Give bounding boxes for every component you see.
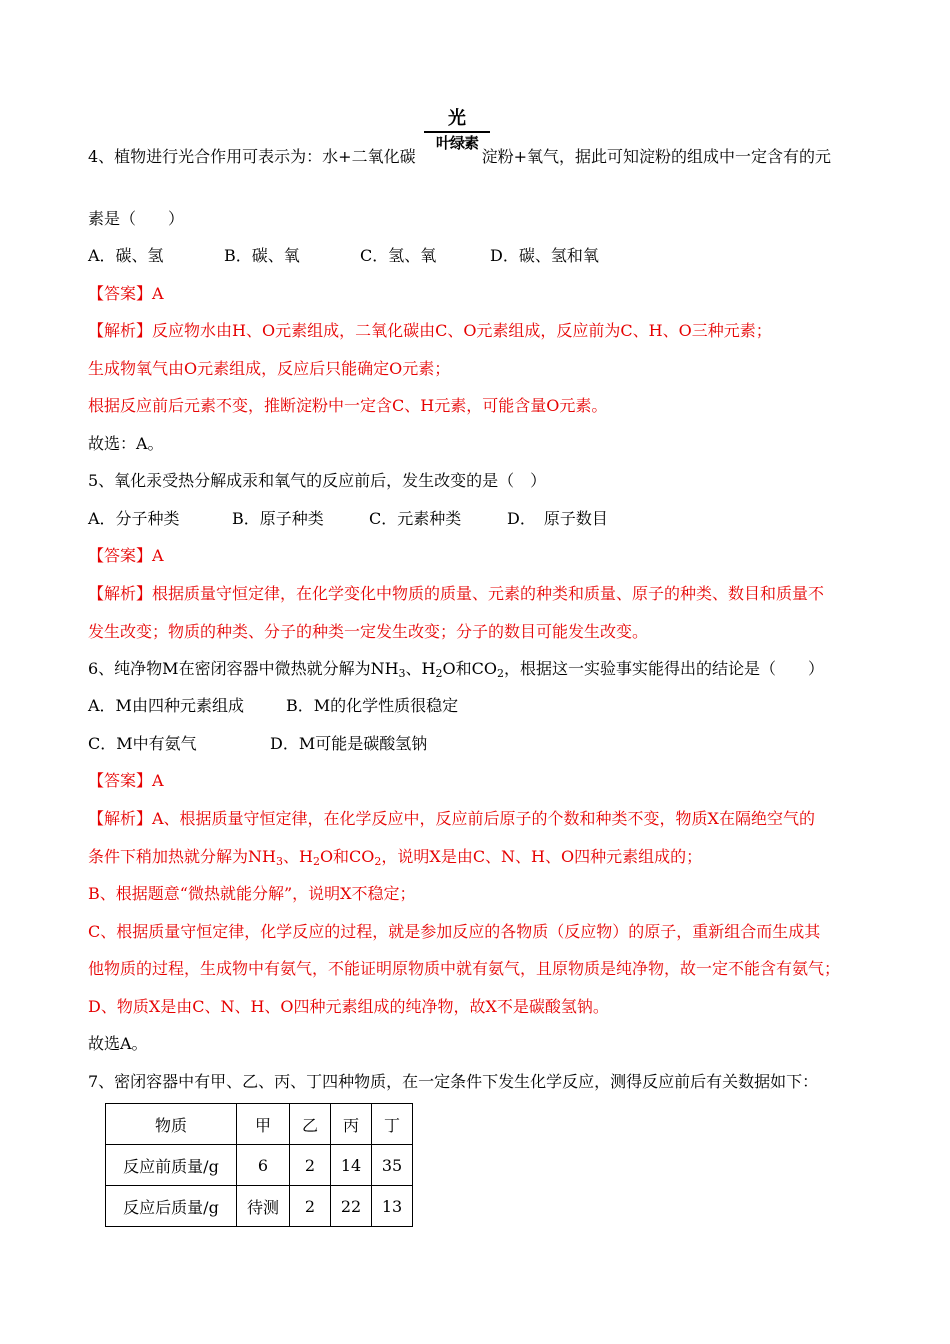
q5-option-d: D． 原子数目 xyxy=(507,509,608,528)
q5-option-b: B．原子种类 xyxy=(232,509,324,528)
q6-options-row1 xyxy=(88,695,458,717)
q6-stem: 6、纯净物M在密闭容器中微热就分解为$NH_3$、$H_2O$和$CO_2$，根据这一实验事实能得出的结论是（ ） xyxy=(88,659,824,680)
q5-analysis-line2: 发生改变；物质的种类、分子的种类一定发生改变；分子的数目可能发生改变。 xyxy=(88,622,649,641)
q4-answer: 【答案】A xyxy=(88,284,164,303)
q4-option-c: C．氢、氧 xyxy=(360,246,437,265)
q6-analysis-line4: C、根据质量守恒定律，化学反应的过程，就是参加反应的各物质（反应物）的原子，重新组合而生成其 xyxy=(88,922,821,941)
table-row xyxy=(106,1186,413,1227)
table-cell: 待测 xyxy=(237,1186,290,1227)
q6-conclusion: 故选A。 xyxy=(88,1034,148,1053)
table-cell: 丙 xyxy=(331,1104,372,1145)
table-cell: 6 xyxy=(237,1145,290,1186)
q4-analysis-line2: 生成物氧气由O元素组成，反应后只能确定O元素； xyxy=(88,359,451,378)
q4-option-a: A．碳、氢 xyxy=(88,246,164,265)
q6-options-row2 xyxy=(88,733,427,755)
table-cell: 2 xyxy=(290,1186,331,1227)
q6-option-a: A．M由四种元素组成 xyxy=(88,696,244,715)
table-cell: 乙 xyxy=(290,1104,331,1145)
q6-analysis-line6: D、物质X是由C、N、H、O四种元素组成的纯净物，故X不是碳酸氢钠。 xyxy=(88,997,609,1016)
q6-option-c: C．M中有氨气 xyxy=(88,734,197,753)
q6-analysis-line3: B、根据题意“微热就能分解”，说明X不稳定； xyxy=(88,884,416,903)
q5-option-c: C．元素种类 xyxy=(369,509,462,528)
q4-option-b: B．碳、氧 xyxy=(224,246,300,265)
table-cell: 13 xyxy=(372,1186,413,1227)
q6-option-d: D．M可能是碳酸氢钠 xyxy=(270,734,428,753)
mass-data-table xyxy=(105,1103,413,1227)
table-cell: 反应前质量/g xyxy=(106,1145,237,1186)
q4-stem-line1 xyxy=(88,146,831,168)
table-cell: 22 xyxy=(331,1186,372,1227)
condition-chlorophyll: 叶绿素 xyxy=(435,134,478,152)
q4-stem-line2: 素是（ ） xyxy=(88,209,185,228)
table-cell: 反应后质量/g xyxy=(106,1186,237,1227)
table-cell: 2 xyxy=(290,1145,331,1186)
q5-stem: 5、氧化汞受热分解成汞和氧气的反应前后，发生改变的是（ ） xyxy=(88,471,547,490)
q4-analysis-line3: 根据反应前后元素不变，推断淀粉中一定含C、H元素，可能含量O元素。 xyxy=(88,396,608,415)
table-cell: 物质 xyxy=(106,1104,237,1145)
table-cell: 14 xyxy=(331,1145,372,1186)
q4-option-d: D．碳、氢和氧 xyxy=(490,246,599,265)
table-row xyxy=(106,1145,413,1186)
table-cell: 甲 xyxy=(237,1104,290,1145)
q5-option-a: A．分子种类 xyxy=(88,509,180,528)
q5-answer: 【答案】A xyxy=(88,546,164,565)
q5-analysis-line1: 【解析】根据质量守恒定律，在化学变化中物质的质量、元素的种类和质量、原子的种类、数目和质量不 xyxy=(88,584,825,603)
q6-answer: 【答案】A xyxy=(88,771,164,790)
table-header-row xyxy=(106,1104,413,1145)
q4-stem-part1: 4、植物进行光合作用可表示为：水+二氧化碳 xyxy=(88,147,416,166)
condition-light: 光 xyxy=(448,108,466,129)
q6-analysis-line5: 他物质的过程，生成物中有氨气，不能证明原物质中就有氨气，且原物质是纯净物，故一定不能含有氨气； xyxy=(88,959,841,978)
q6-analysis-line1: 【解析】A、根据质量守恒定律，在化学反应中，反应前后原子的个数和种类不变，物质X在隔绝空气的 xyxy=(88,809,815,828)
q5-options xyxy=(88,508,608,530)
q6-option-b: B．M的化学性质很稳定 xyxy=(286,696,459,715)
table-cell: 35 xyxy=(372,1145,413,1186)
q4-conclusion: 故选：A。 xyxy=(88,434,164,453)
q4-analysis-line1: 【解析】反应物水由H、O元素组成，二氧化碳由C、O元素组成，反应前为C、H、O三种元素； xyxy=(88,321,772,340)
q4-options xyxy=(88,245,599,267)
reaction-arrow-bar xyxy=(424,131,490,133)
q4-stem-part2: 淀粉+氧气，据此可知淀粉的组成中一定含有的元 xyxy=(481,147,832,166)
q7-stem: 7、密闭容器中有甲、乙、丙、丁四种物质，在一定条件下发生化学反应，测得反应前后有关数据如下： xyxy=(88,1072,819,1091)
table-cell: 丁 xyxy=(372,1104,413,1145)
q6-analysis-line2: 条件下稍加热就分解为$NH_3$、$H_2O$和$CO_2$，说明X是由C、N、H、O四种元素组成的； xyxy=(88,847,703,868)
